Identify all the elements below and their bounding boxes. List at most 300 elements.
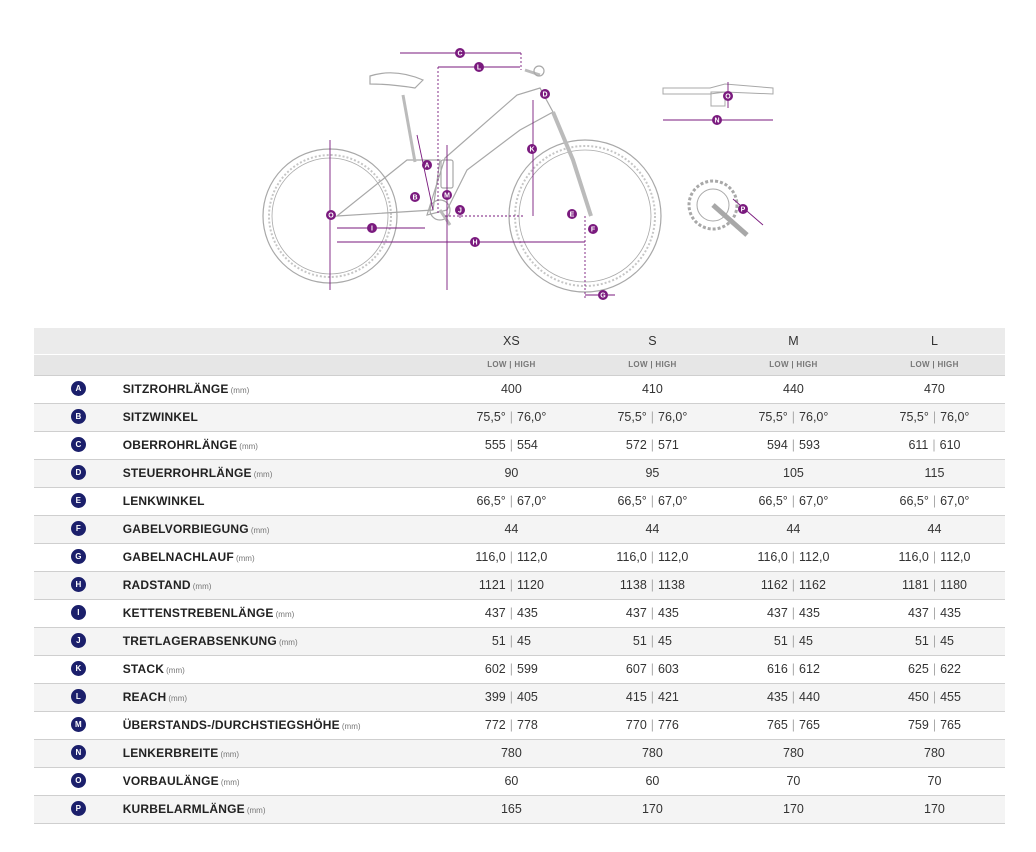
marker-G (598, 290, 608, 300)
value-cell (441, 431, 582, 459)
value-high: 612 (799, 662, 820, 676)
value-cell (441, 571, 582, 599)
value-low: 75,5° (899, 410, 929, 424)
value-cell (582, 795, 723, 823)
value-cell (864, 655, 1005, 683)
marker-L (474, 62, 484, 72)
value-low: 437 (907, 606, 929, 620)
value-cell (723, 431, 864, 459)
value-high: 112,0 (517, 550, 548, 564)
dimension-letter-badge: O (71, 773, 86, 788)
value-high: 67,0° (517, 494, 547, 508)
marker-I (367, 223, 377, 233)
separator: | (932, 662, 937, 676)
dimension-label: SITZROHRLÄNGE (122, 382, 229, 396)
value-low: 611 (908, 438, 929, 452)
value-cell (723, 711, 864, 739)
value-cell (864, 375, 1005, 403)
unit-label: (mm) (341, 722, 361, 731)
value-high: 112,0 (658, 550, 689, 564)
value-cell (723, 487, 864, 515)
value-low: 780 (924, 746, 945, 760)
separator: | (791, 550, 796, 564)
separator: | (932, 634, 937, 648)
value-high: 76,0° (940, 410, 970, 424)
value-cell (582, 683, 723, 711)
unit-label: (mm) (220, 778, 240, 787)
value-low: 44 (786, 522, 801, 536)
value-high: 67,0° (940, 494, 970, 508)
value-cell (582, 571, 723, 599)
marker-E (567, 209, 577, 219)
value-high: 765 (940, 718, 961, 732)
value-low: 115 (924, 466, 945, 480)
value-low: 625 (907, 662, 929, 676)
dimension-letter-badge: E (71, 493, 86, 508)
svg-text:L: L (476, 64, 482, 72)
value-cell (723, 571, 864, 599)
separator: | (509, 494, 514, 508)
separator: | (650, 606, 655, 620)
value-low: 60 (504, 774, 519, 788)
separator: | (932, 578, 937, 592)
value-high: 1138 (658, 578, 685, 592)
separator: | (509, 410, 514, 424)
value-cell (864, 795, 1005, 823)
value-cell (723, 599, 864, 627)
value-low: 440 (783, 382, 804, 396)
marker-A (422, 160, 432, 170)
separator: | (650, 578, 655, 592)
handlebar-diagram (655, 78, 785, 128)
value-low: 399 (484, 690, 506, 704)
table-row (34, 627, 1005, 655)
value-high: 622 (940, 662, 961, 676)
value-cell (864, 543, 1005, 571)
svg-text:G: G (600, 292, 606, 300)
value-cell (864, 459, 1005, 487)
separator: | (932, 606, 937, 620)
value-low: 75,5° (758, 410, 788, 424)
value-cell (441, 739, 582, 767)
table-row (34, 431, 1005, 459)
value-high: 435 (799, 606, 820, 620)
value-low: 170 (924, 802, 945, 816)
separator: | (791, 494, 796, 508)
value-high: 112,0 (940, 550, 971, 564)
dimension-letter-badge: H (71, 577, 86, 592)
value-cell (864, 487, 1005, 515)
table-row (34, 375, 1005, 403)
separator: | (650, 634, 655, 648)
separator: | (791, 606, 796, 620)
value-low: 90 (504, 466, 519, 480)
unit-label: (mm) (239, 442, 258, 451)
value-low: 765 (766, 718, 788, 732)
svg-text:K: K (529, 146, 535, 154)
value-cell (441, 543, 582, 571)
value-low: 437 (484, 606, 506, 620)
value-low: 116,0 (898, 550, 929, 564)
value-cell (582, 403, 723, 431)
value-low: 116,0 (616, 550, 647, 564)
marker-M (442, 190, 452, 200)
value-low: 116,0 (757, 550, 788, 564)
value-cell (441, 683, 582, 711)
value-low: 602 (484, 662, 506, 676)
value-cell (723, 515, 864, 543)
dimension-label: SITZWINKEL (122, 410, 199, 424)
value-high: 45 (940, 634, 954, 648)
value-low: 66,5° (899, 494, 929, 508)
dimension-letter-badge: D (71, 465, 86, 480)
separator: | (509, 690, 514, 704)
low-high-label: LOW | HIGH (769, 360, 818, 369)
value-low: 780 (783, 746, 804, 760)
svg-text:N: N (714, 117, 720, 125)
value-high: 45 (517, 634, 531, 648)
svg-text:O: O (725, 93, 731, 101)
unit-label: (mm) (246, 806, 266, 815)
svg-text:M: M (444, 192, 450, 200)
value-low: 607 (625, 662, 647, 676)
svg-text:A: A (424, 162, 430, 170)
value-high: 571 (658, 438, 679, 452)
svg-text:F: F (590, 226, 596, 234)
value-cell (864, 767, 1005, 795)
dimension-label: KURBELARMLÄNGE (122, 802, 245, 816)
marker-F (588, 224, 598, 234)
value-cell (441, 487, 582, 515)
dimension-letter-badge: K (71, 661, 86, 676)
svg-text:I: I (371, 225, 373, 233)
value-low: 780 (500, 746, 522, 760)
marker-C (455, 48, 465, 58)
value-cell (864, 403, 1005, 431)
table-row (34, 711, 1005, 739)
table-row (34, 655, 1005, 683)
separator: | (791, 578, 796, 592)
table-row (34, 459, 1005, 487)
dimension-letter-badge: L (71, 689, 86, 704)
table-row (34, 571, 1005, 599)
value-cell (441, 459, 582, 487)
value-low: 44 (645, 522, 660, 536)
value-low: 165 (500, 802, 522, 816)
svg-text:H: H (472, 239, 478, 247)
separator: | (509, 550, 514, 564)
value-low: 116,0 (475, 550, 506, 564)
dimension-letter-badge: N (71, 745, 86, 760)
unit-label: (mm) (230, 386, 250, 395)
value-cell (864, 683, 1005, 711)
value-low: 1181 (901, 578, 929, 592)
value-cell (723, 795, 864, 823)
marker-P (738, 204, 748, 214)
value-low: 66,5° (758, 494, 788, 508)
separator: | (932, 438, 936, 452)
value-high: 778 (517, 718, 538, 732)
table-row (34, 739, 1005, 767)
value-high: 45 (799, 634, 813, 648)
table-row (34, 543, 1005, 571)
dimension-label: KETTENSTREBENLÄNGE (122, 606, 274, 620)
value-cell (864, 599, 1005, 627)
dimension-letter-badge: B (71, 409, 86, 424)
dimension-letter-badge: G (71, 549, 86, 564)
separator: | (650, 718, 655, 732)
value-high: 67,0° (799, 494, 829, 508)
value-low: 51 (914, 634, 929, 648)
value-cell (582, 375, 723, 403)
crank-diagram (685, 175, 775, 250)
value-low: 435 (766, 690, 788, 704)
dimension-label: LENKWINKEL (122, 494, 205, 508)
value-cell (582, 767, 723, 795)
size-header-s: S (648, 333, 657, 348)
separator: | (650, 438, 655, 452)
value-low: 780 (641, 746, 663, 760)
value-high: 610 (939, 438, 961, 452)
value-low: 437 (625, 606, 647, 620)
dimension-letter-badge: C (71, 437, 86, 452)
value-high: 776 (658, 718, 679, 732)
low-high-label: LOW | HIGH (487, 360, 536, 369)
value-cell (723, 627, 864, 655)
separator: | (650, 550, 655, 564)
dimension-label: TRETLAGERABSENKUNG (122, 634, 277, 648)
separator: | (791, 662, 796, 676)
value-low: 170 (783, 802, 804, 816)
marker-J (455, 205, 465, 215)
value-cell (723, 767, 864, 795)
value-low: 1162 (760, 578, 788, 592)
value-low: 66,5° (617, 494, 647, 508)
value-cell (864, 739, 1005, 767)
separator: | (650, 410, 655, 424)
dimension-letter-badge: M (71, 717, 86, 732)
fork (553, 112, 591, 216)
separator: | (791, 718, 796, 732)
separator: | (932, 690, 937, 704)
value-cell (441, 795, 582, 823)
value-low: 44 (927, 522, 942, 536)
marker-O (326, 210, 336, 220)
dimension-label: OBERROHRLÄNGE (122, 438, 238, 452)
dimension-label: GABELNACHLAUF (122, 550, 234, 564)
table-row (34, 515, 1005, 543)
value-low: 594 (766, 438, 788, 452)
value-low: 105 (783, 466, 804, 480)
table-row (34, 599, 1005, 627)
separator: | (932, 410, 937, 424)
unit-label: (mm) (166, 666, 185, 675)
value-high: 440 (799, 690, 820, 704)
geometry-table-body (34, 375, 1005, 823)
value-cell (441, 711, 582, 739)
separator: | (932, 494, 937, 508)
dimension-letter-badge: P (71, 801, 86, 816)
table-row (34, 767, 1005, 795)
value-low: 66,5° (476, 494, 506, 508)
value-high: 405 (517, 690, 538, 704)
value-low: 60 (645, 774, 660, 788)
dimension-label: GABELVORBIEGUNG (122, 522, 249, 536)
dimension-label: ÜBERSTANDS-/DURCHSTIEGSHÖHE (122, 718, 340, 732)
size-header-l: L (930, 333, 938, 348)
value-high: 435 (940, 606, 961, 620)
unit-label: (mm) (278, 638, 298, 647)
dimension-label: STEUERROHRLÄNGE (122, 466, 252, 480)
value-high: 603 (658, 662, 679, 676)
low-high-header-row (34, 354, 1005, 375)
size-header-row (34, 328, 1005, 354)
dimension-letter-badge: F (71, 521, 86, 536)
dimension-letter-badge: I (71, 605, 86, 620)
value-low: 770 (625, 718, 647, 732)
value-cell (582, 515, 723, 543)
value-high: 1120 (517, 578, 544, 592)
separator: | (509, 634, 514, 648)
marker-B (410, 192, 420, 202)
separator: | (509, 578, 514, 592)
value-high: 593 (799, 438, 820, 452)
value-cell (582, 431, 723, 459)
dimension-letter-badge: A (71, 381, 86, 396)
value-low: 70 (786, 774, 801, 788)
marker-D (540, 89, 550, 99)
separator: | (509, 438, 514, 452)
value-high: 765 (799, 718, 820, 732)
value-low: 75,5° (476, 410, 506, 424)
value-cell (582, 487, 723, 515)
value-high: 435 (658, 606, 679, 620)
dimension-letter-badge: J (71, 633, 86, 648)
value-low: 1138 (619, 578, 647, 592)
value-low: 572 (625, 438, 647, 452)
value-high: 455 (940, 690, 961, 704)
value-high: 421 (658, 690, 679, 704)
value-cell (582, 627, 723, 655)
marker-K (527, 144, 537, 154)
value-low: 616 (766, 662, 788, 676)
separator: | (932, 550, 937, 564)
separator: | (650, 690, 655, 704)
value-low: 759 (907, 718, 929, 732)
value-high: 112,0 (799, 550, 830, 564)
value-cell (582, 739, 723, 767)
value-low: 44 (504, 522, 519, 536)
value-high: 76,0° (517, 410, 547, 424)
svg-text:E: E (569, 211, 575, 219)
value-high: 76,0° (799, 410, 829, 424)
value-high: 1162 (799, 578, 826, 592)
value-cell (582, 543, 723, 571)
marker-H (470, 237, 480, 247)
separator: | (509, 718, 514, 732)
value-low: 75,5° (617, 410, 647, 424)
dimension-label: STACK (122, 662, 165, 676)
unit-label: (mm) (168, 694, 188, 703)
table-row (34, 795, 1005, 823)
separator: | (650, 662, 655, 676)
saddle (370, 73, 423, 88)
value-cell (864, 431, 1005, 459)
value-cell (864, 711, 1005, 739)
svg-text:D: D (542, 91, 548, 99)
svg-text:J: J (458, 207, 462, 215)
low-high-label: LOW | HIGH (628, 360, 677, 369)
table-row (34, 683, 1005, 711)
separator: | (932, 718, 937, 732)
value-low: 415 (625, 690, 647, 704)
value-cell (441, 599, 582, 627)
value-cell (441, 515, 582, 543)
value-cell (582, 459, 723, 487)
value-high: 76,0° (658, 410, 688, 424)
value-cell (441, 627, 582, 655)
value-cell (582, 599, 723, 627)
value-low: 95 (645, 466, 660, 480)
unit-label: (mm) (220, 750, 240, 759)
value-low: 470 (924, 382, 945, 396)
low-high-label: LOW | HIGH (910, 360, 959, 369)
value-cell (723, 739, 864, 767)
table-row (34, 487, 1005, 515)
unit-label: (mm) (235, 554, 255, 563)
value-low: 772 (484, 718, 506, 732)
value-cell (723, 459, 864, 487)
unit-label: (mm) (275, 610, 295, 619)
svg-text:P: P (740, 206, 746, 214)
separator: | (791, 690, 796, 704)
value-low: 51 (491, 634, 506, 648)
value-cell (723, 375, 864, 403)
value-cell (582, 655, 723, 683)
separator: | (650, 494, 655, 508)
separator: | (509, 606, 514, 620)
separator: | (791, 634, 796, 648)
value-cell (723, 543, 864, 571)
marker-O-bar (723, 91, 733, 101)
value-high: 554 (517, 438, 538, 452)
value-cell (441, 767, 582, 795)
value-cell (864, 515, 1005, 543)
separator: | (509, 662, 514, 676)
value-cell (441, 375, 582, 403)
value-low: 555 (484, 438, 506, 452)
value-low: 1121 (478, 578, 506, 592)
value-cell (441, 655, 582, 683)
value-cell (582, 711, 723, 739)
value-low: 70 (927, 774, 942, 788)
size-header-xs: XS (503, 333, 520, 348)
value-low: 170 (641, 802, 663, 816)
value-cell (864, 627, 1005, 655)
svg-text:O: O (328, 212, 334, 220)
value-low: 51 (773, 634, 788, 648)
unit-label: (mm) (192, 582, 212, 591)
geometry-table (34, 328, 1005, 824)
dimension-label: LENKERBREITE (122, 746, 219, 760)
marker-N (712, 115, 722, 125)
dimension-label: VORBAULÄNGE (122, 774, 219, 788)
value-low: 51 (632, 634, 647, 648)
svg-text:B: B (412, 194, 418, 202)
value-low: 437 (766, 606, 788, 620)
value-cell (723, 683, 864, 711)
unit-label: (mm) (250, 526, 270, 535)
